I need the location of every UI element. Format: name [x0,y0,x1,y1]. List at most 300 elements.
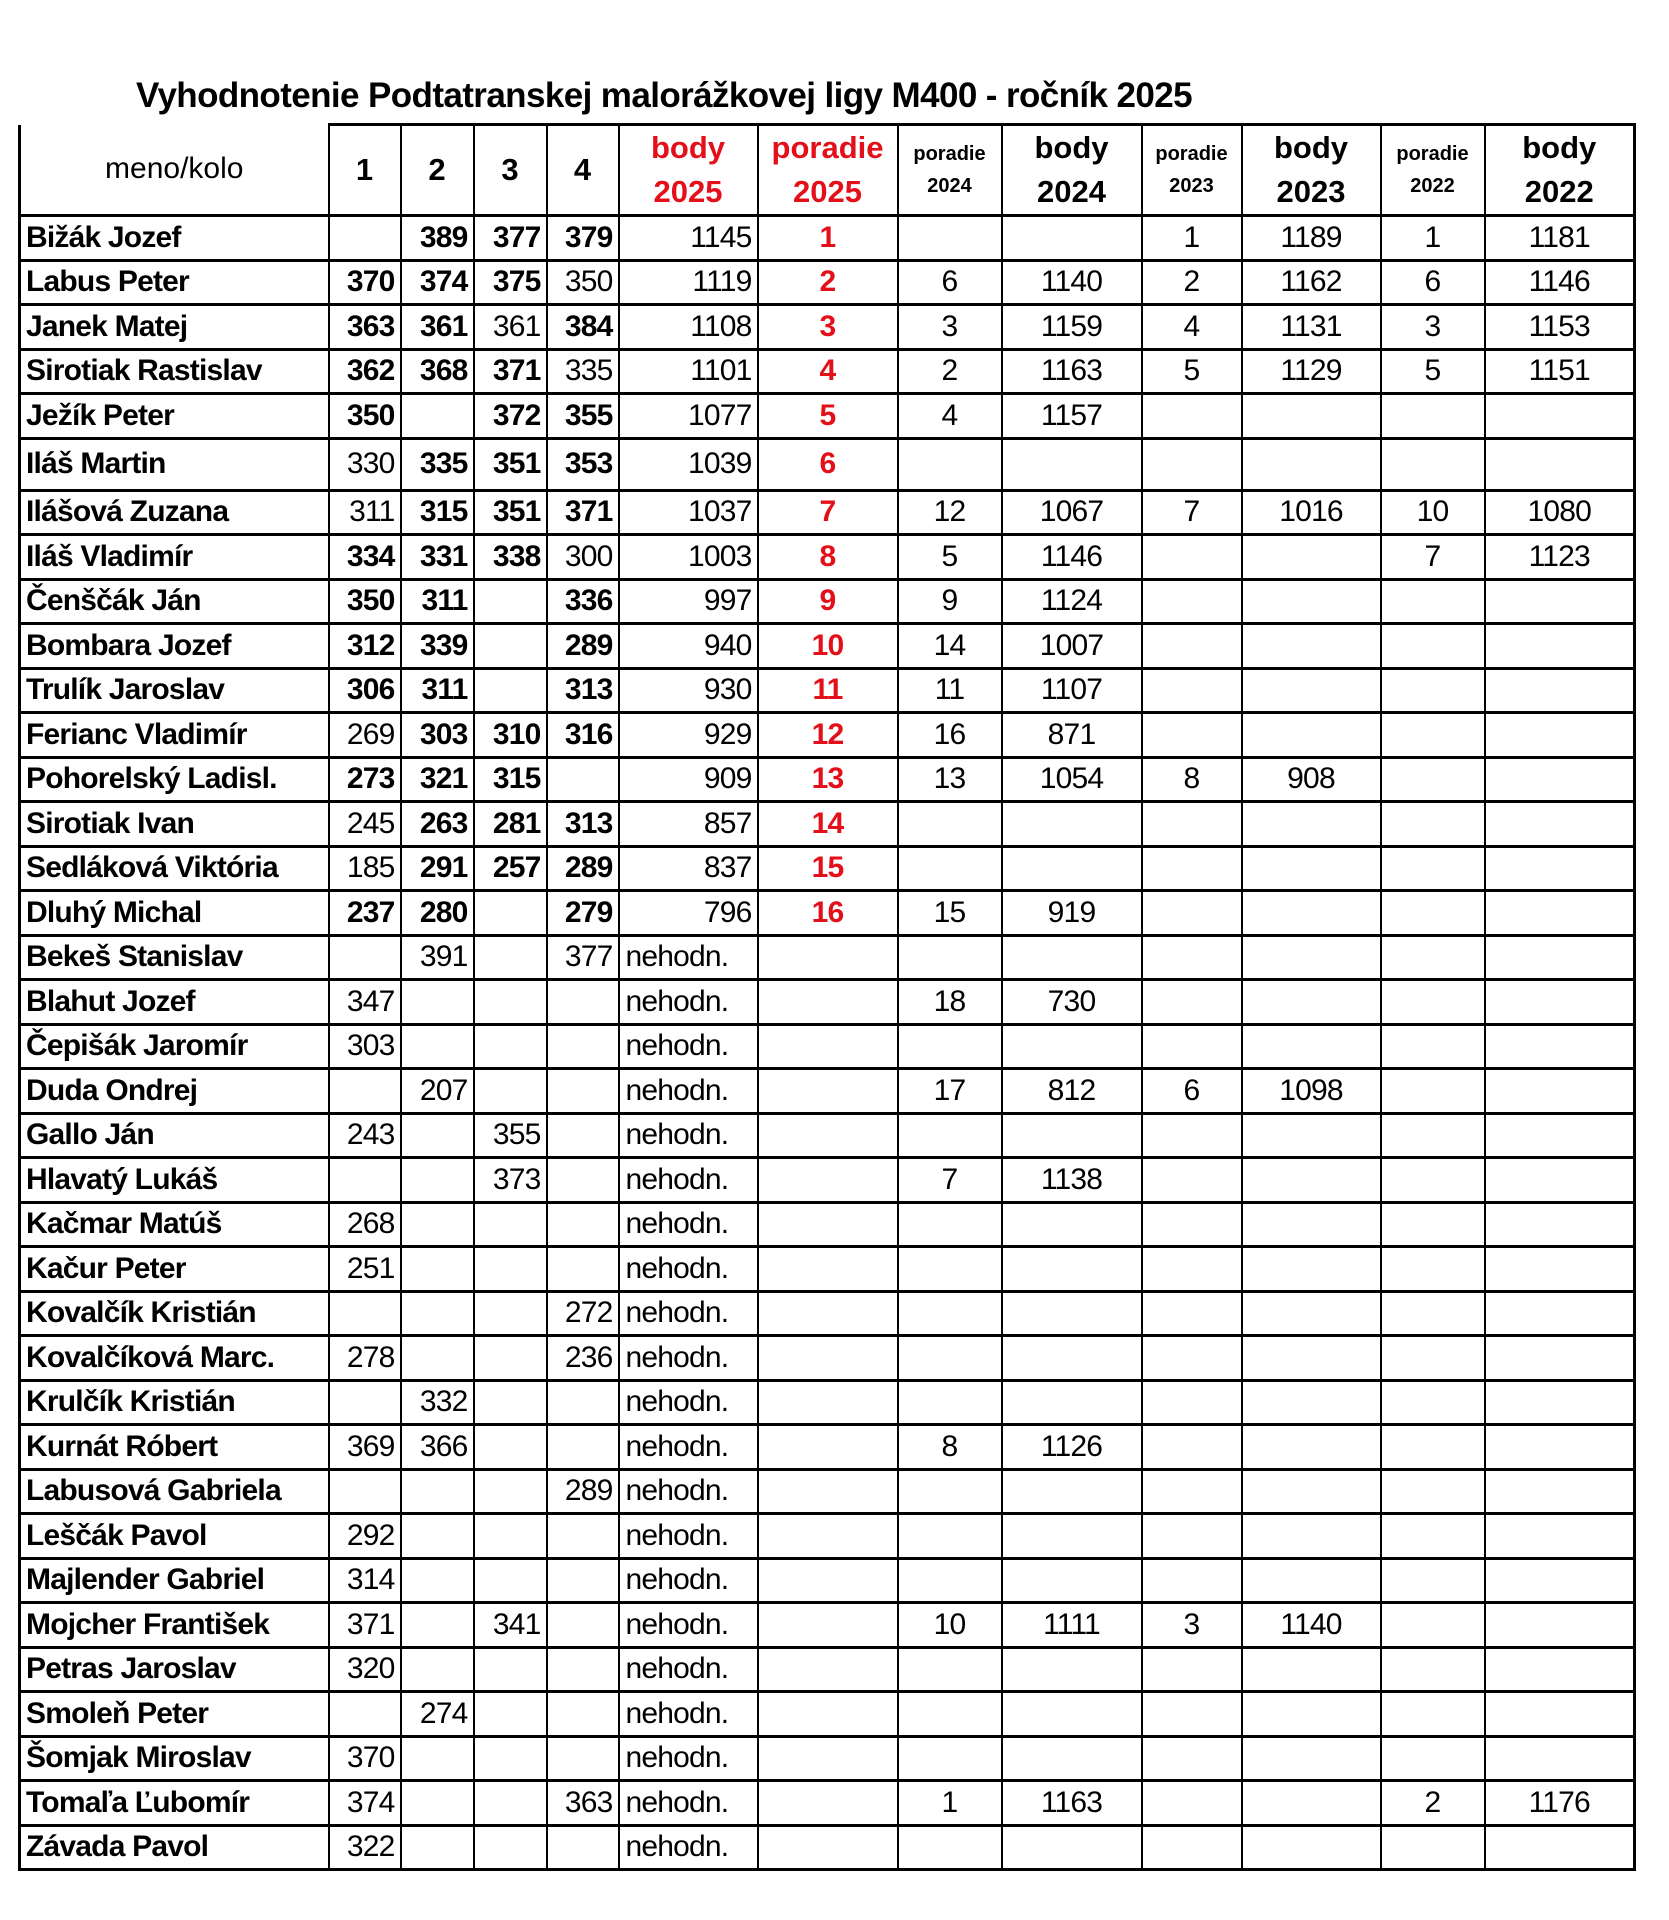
round-1-score: 374 [329,1781,401,1826]
poradie-2023 [1142,1647,1242,1692]
round-4-score: 289 [547,624,619,669]
body-2023 [1242,802,1381,847]
poradie-2022 [1381,1336,1485,1381]
poradie-2025: 13 [758,757,898,802]
header-body-2023 [1242,125,1381,216]
poradie-2022 [1381,1558,1485,1603]
round-4-score: 350 [547,260,619,305]
body-2024: 1163 [1002,349,1142,394]
poradie-2024 [898,935,1002,980]
round-3-score [474,1247,547,1292]
round-4-score [547,1825,619,1870]
body-2025: 930 [619,668,758,713]
header-poradie-2025-line2: 2025 [793,174,862,209]
round-2-score: 263 [401,802,474,847]
poradie-2024 [898,1469,1002,1514]
poradie-2023 [1142,579,1242,624]
poradie-2025 [758,1647,898,1692]
poradie-2025: 5 [758,394,898,439]
body-2022 [1485,1336,1635,1381]
body-2025: nehodn. [619,1603,758,1648]
shooter-name: Mojcher František [20,1603,329,1648]
body-2022 [1485,1247,1635,1292]
poradie-2025 [758,1736,898,1781]
body-2024 [1002,1825,1142,1870]
body-2025: 837 [619,846,758,891]
round-3-score [474,1558,547,1603]
shooter-name: Kurnát Róbert [20,1425,329,1470]
body-2022 [1485,1380,1635,1425]
round-1-score: 245 [329,802,401,847]
body-2025: nehodn. [619,1647,758,1692]
poradie-2024 [898,1736,1002,1781]
round-4-score: 353 [547,438,619,490]
round-2-score [401,1781,474,1826]
round-2-score: 274 [401,1692,474,1737]
shooter-name: Šomjak Miroslav [20,1736,329,1781]
body-2022 [1485,1425,1635,1470]
round-1-score: 371 [329,1603,401,1648]
poradie-2024 [898,1647,1002,1692]
body-2022 [1485,757,1635,802]
shooter-name: Labus Peter [20,260,329,305]
poradie-2022 [1381,980,1485,1025]
body-2023 [1242,846,1381,891]
round-1-score: 362 [329,349,401,394]
round-2-score: 339 [401,624,474,669]
shooter-name: Dluhý Michal [20,891,329,936]
header-body-2025 [619,125,758,216]
table-row [20,1603,1635,1648]
body-2022 [1485,1558,1635,1603]
round-4-score: 313 [547,668,619,713]
body-2022: 1146 [1485,260,1635,305]
body-2025: nehodn. [619,1469,758,1514]
body-2022 [1485,1647,1635,1692]
table-row [20,1336,1635,1381]
shooter-name: Iláš Vladimír [20,535,329,580]
poradie-2022 [1381,1380,1485,1425]
poradie-2025: 1 [758,216,898,261]
round-3-score: 351 [474,490,547,535]
poradie-2023: 4 [1142,305,1242,350]
round-1-score: 237 [329,891,401,936]
poradie-2024 [898,438,1002,490]
body-2023 [1242,1336,1381,1381]
round-1-score: 350 [329,394,401,439]
body-2022 [1485,1158,1635,1203]
round-3-score: 361 [474,305,547,350]
table-row [20,713,1635,758]
body-2024: 919 [1002,891,1142,936]
round-4-score [547,1069,619,1114]
round-1-score: 320 [329,1647,401,1692]
round-2-score: 368 [401,349,474,394]
round-3-score [474,1425,547,1470]
poradie-2023: 5 [1142,349,1242,394]
body-2024 [1002,438,1142,490]
shooter-name: Bekeš Stanislav [20,935,329,980]
table-row [20,980,1635,1025]
round-1-score [329,1469,401,1514]
header-body-2022 [1485,125,1635,216]
table-row [20,260,1635,305]
poradie-2023 [1142,1781,1242,1826]
poradie-2022 [1381,1514,1485,1559]
poradie-2023: 2 [1142,260,1242,305]
table-row [20,1024,1635,1069]
poradie-2023 [1142,624,1242,669]
shooter-name: Hlavatý Lukáš [20,1158,329,1203]
table-row [20,757,1635,802]
body-2024 [1002,1558,1142,1603]
table-row [20,1247,1635,1292]
table-row [20,305,1635,350]
body-2025: nehodn. [619,1069,758,1114]
body-2022 [1485,624,1635,669]
shooter-name: Gallo Ján [20,1113,329,1158]
poradie-2024: 5 [898,535,1002,580]
shooter-name: Iláš Martin [20,438,329,490]
round-4-score: 313 [547,802,619,847]
body-2023 [1242,438,1381,490]
round-2-score [401,1736,474,1781]
poradie-2022: 1 [1381,216,1485,261]
poradie-2024: 12 [898,490,1002,535]
round-1-score: 306 [329,668,401,713]
body-2024: 871 [1002,713,1142,758]
poradie-2022 [1381,1069,1485,1114]
round-3-score [474,1380,547,1425]
shooter-name: Kovalčík Kristián [20,1291,329,1336]
round-2-score [401,1825,474,1870]
poradie-2023: 3 [1142,1603,1242,1648]
poradie-2025 [758,980,898,1025]
table-row [20,349,1635,394]
table-row [20,535,1635,580]
round-1-score: 347 [329,980,401,1025]
shooter-name: Janek Matej [20,305,329,350]
table-row [20,1736,1635,1781]
body-2023 [1242,1291,1381,1336]
body-2024: 1163 [1002,1781,1142,1826]
table-row [20,891,1635,936]
poradie-2024 [898,802,1002,847]
round-3-score [474,1291,547,1336]
body-2025: nehodn. [619,1825,758,1870]
round-4-score: 355 [547,394,619,439]
poradie-2024 [898,1024,1002,1069]
shooter-name: Labusová Gabriela [20,1469,329,1514]
header-poradie-2023 [1142,125,1242,216]
round-4-score [547,1514,619,1559]
body-2023: 908 [1242,757,1381,802]
round-3-score [474,1781,547,1826]
round-2-score [401,1113,474,1158]
shooter-name: Sirotiak Rastislav [20,349,329,394]
poradie-2022: 7 [1381,535,1485,580]
poradie-2023 [1142,935,1242,980]
poradie-2023 [1142,891,1242,936]
round-3-score [474,891,547,936]
body-2022 [1485,394,1635,439]
body-2022 [1485,980,1635,1025]
header-poradie-2024-line2: 2024 [927,175,972,197]
round-4-score [547,1558,619,1603]
round-1-score [329,1158,401,1203]
round-4-score [547,1202,619,1247]
body-2023 [1242,1514,1381,1559]
round-3-score [474,1825,547,1870]
round-4-score [547,1692,619,1737]
poradie-2025: 10 [758,624,898,669]
body-2024: 730 [1002,980,1142,1025]
header-row [20,125,1635,216]
round-2-score [401,1558,474,1603]
poradie-2022 [1381,802,1485,847]
poradie-2022: 3 [1381,305,1485,350]
poradie-2023 [1142,1113,1242,1158]
round-3-score: 257 [474,846,547,891]
body-2024 [1002,935,1142,980]
round-1-score: 350 [329,579,401,624]
body-2025: nehodn. [619,1781,758,1826]
poradie-2024: 9 [898,579,1002,624]
body-2023 [1242,1158,1381,1203]
body-2024 [1002,216,1142,261]
round-2-score [401,1158,474,1203]
round-3-score: 341 [474,1603,547,1648]
body-2025: 857 [619,802,758,847]
round-3-score [474,668,547,713]
round-2-score: 391 [401,935,474,980]
table-row [20,438,1635,490]
poradie-2025 [758,1158,898,1203]
round-1-score: 334 [329,535,401,580]
round-3-score: 281 [474,802,547,847]
poradie-2025: 7 [758,490,898,535]
body-2022 [1485,1825,1635,1870]
round-4-score [547,1024,619,1069]
round-1-score: 330 [329,438,401,490]
body-2024: 1138 [1002,1158,1142,1203]
body-2023 [1242,1692,1381,1737]
poradie-2022 [1381,624,1485,669]
poradie-2023 [1142,1380,1242,1425]
body-2025: nehodn. [619,1514,758,1559]
round-2-score [401,1202,474,1247]
shooter-name: Kačur Peter [20,1247,329,1292]
body-2022 [1485,1024,1635,1069]
round-4-score: 272 [547,1291,619,1336]
table-row [20,1692,1635,1737]
poradie-2025: 6 [758,438,898,490]
poradie-2024: 15 [898,891,1002,936]
poradie-2025 [758,1469,898,1514]
poradie-2024 [898,1514,1002,1559]
table-row [20,579,1635,624]
poradie-2022 [1381,1291,1485,1336]
poradie-2024 [898,1202,1002,1247]
poradie-2023 [1142,1024,1242,1069]
poradie-2024 [898,1291,1002,1336]
round-3-score [474,1024,547,1069]
table-row [20,624,1635,669]
poradie-2025 [758,1202,898,1247]
header-round-3: 3 [474,125,547,216]
round-1-score: 243 [329,1113,401,1158]
round-1-score: 185 [329,846,401,891]
poradie-2022 [1381,438,1485,490]
body-2024: 812 [1002,1069,1142,1114]
table-row [20,1158,1635,1203]
header-body-2022-line2: 2022 [1524,174,1594,209]
body-2023 [1242,579,1381,624]
table-row [20,846,1635,891]
table-row [20,394,1635,439]
round-1-score [329,1291,401,1336]
poradie-2023 [1142,1825,1242,1870]
round-3-score: 351 [474,438,547,490]
table-row [20,1825,1635,1870]
round-4-score [547,1647,619,1692]
poradie-2022 [1381,1603,1485,1648]
shooter-name: Čenščák Ján [20,579,329,624]
poradie-2024: 1 [898,1781,1002,1826]
round-3-score [474,1647,547,1692]
poradie-2025 [758,1558,898,1603]
poradie-2025 [758,935,898,980]
header-poradie-2024-line1: poradie [913,143,986,165]
round-1-score: 273 [329,757,401,802]
poradie-2024 [898,1113,1002,1158]
body-2025: 929 [619,713,758,758]
round-4-score [547,1247,619,1292]
body-2025: nehodn. [619,1247,758,1292]
round-4-score [547,757,619,802]
poradie-2023 [1142,535,1242,580]
header-poradie-2023-line2: 2023 [1169,175,1214,197]
poradie-2023 [1142,1158,1242,1203]
body-2025: 909 [619,757,758,802]
body-2022 [1485,846,1635,891]
body-2024: 1159 [1002,305,1142,350]
round-2-score: 374 [401,260,474,305]
poradie-2023 [1142,1558,1242,1603]
round-2-score: 311 [401,579,474,624]
round-3-score: 355 [474,1113,547,1158]
poradie-2025: 4 [758,349,898,394]
body-2022 [1485,891,1635,936]
round-1-score: 269 [329,713,401,758]
poradie-2024: 10 [898,1603,1002,1648]
header-poradie-2024 [898,125,1002,216]
round-3-score: 373 [474,1158,547,1203]
poradie-2022: 5 [1381,349,1485,394]
header-body-2024 [1002,125,1142,216]
shooter-name: Sirotiak Ivan [20,802,329,847]
round-1-score: 303 [329,1024,401,1069]
page-title: Vyhodnotenie Podtatranskej malorážkovej ligy M400 - ročník 2025 [136,76,1193,115]
body-2023 [1242,624,1381,669]
poradie-2022 [1381,394,1485,439]
body-2025: nehodn. [619,1558,758,1603]
poradie-2022 [1381,1692,1485,1737]
round-2-score: 280 [401,891,474,936]
body-2022 [1485,1291,1635,1336]
body-2024 [1002,1336,1142,1381]
body-2024 [1002,1247,1142,1292]
header-poradie-2022 [1381,125,1485,216]
poradie-2025: 9 [758,579,898,624]
round-1-score: 370 [329,260,401,305]
round-2-score: 207 [401,1069,474,1114]
round-4-score [547,980,619,1025]
round-2-score: 361 [401,305,474,350]
poradie-2024 [898,216,1002,261]
round-3-score [474,624,547,669]
body-2024: 1007 [1002,624,1142,669]
poradie-2022 [1381,1825,1485,1870]
round-2-score: 321 [401,757,474,802]
poradie-2022 [1381,1024,1485,1069]
round-1-score [329,1692,401,1737]
table-row [20,1425,1635,1470]
body-2022: 1176 [1485,1781,1635,1826]
body-2023 [1242,1825,1381,1870]
round-3-score: 377 [474,216,547,261]
body-2022: 1123 [1485,535,1635,580]
poradie-2025 [758,1069,898,1114]
body-2022 [1485,438,1635,490]
header-round-2: 2 [401,125,474,216]
poradie-2024: 13 [898,757,1002,802]
poradie-2024: 7 [898,1158,1002,1203]
poradie-2023 [1142,668,1242,713]
poradie-2023 [1142,438,1242,490]
poradie-2024 [898,1692,1002,1737]
poradie-2025: 12 [758,713,898,758]
body-2023 [1242,1647,1381,1692]
round-4-score: 289 [547,1469,619,1514]
body-2022: 1181 [1485,216,1635,261]
table-row [20,1380,1635,1425]
poradie-2024: 11 [898,668,1002,713]
poradie-2025: 2 [758,260,898,305]
round-1-score: 278 [329,1336,401,1381]
poradie-2023 [1142,1736,1242,1781]
round-2-score: 332 [401,1380,474,1425]
poradie-2023: 1 [1142,216,1242,261]
round-3-score [474,935,547,980]
body-2022 [1485,1514,1635,1559]
round-1-score: 314 [329,1558,401,1603]
round-2-score: 291 [401,846,474,891]
body-2025: nehodn. [619,1158,758,1203]
body-2024 [1002,1291,1142,1336]
shooter-name: Pohorelský Ladisl. [20,757,329,802]
round-4-score [547,1113,619,1158]
round-4-score: 335 [547,349,619,394]
round-3-score [474,1469,547,1514]
body-2025: 1101 [619,349,758,394]
poradie-2022 [1381,1425,1485,1470]
body-2024 [1002,1113,1142,1158]
poradie-2022: 2 [1381,1781,1485,1826]
poradie-2025: 14 [758,802,898,847]
round-4-score: 379 [547,216,619,261]
shooter-name: Duda Ondrej [20,1069,329,1114]
